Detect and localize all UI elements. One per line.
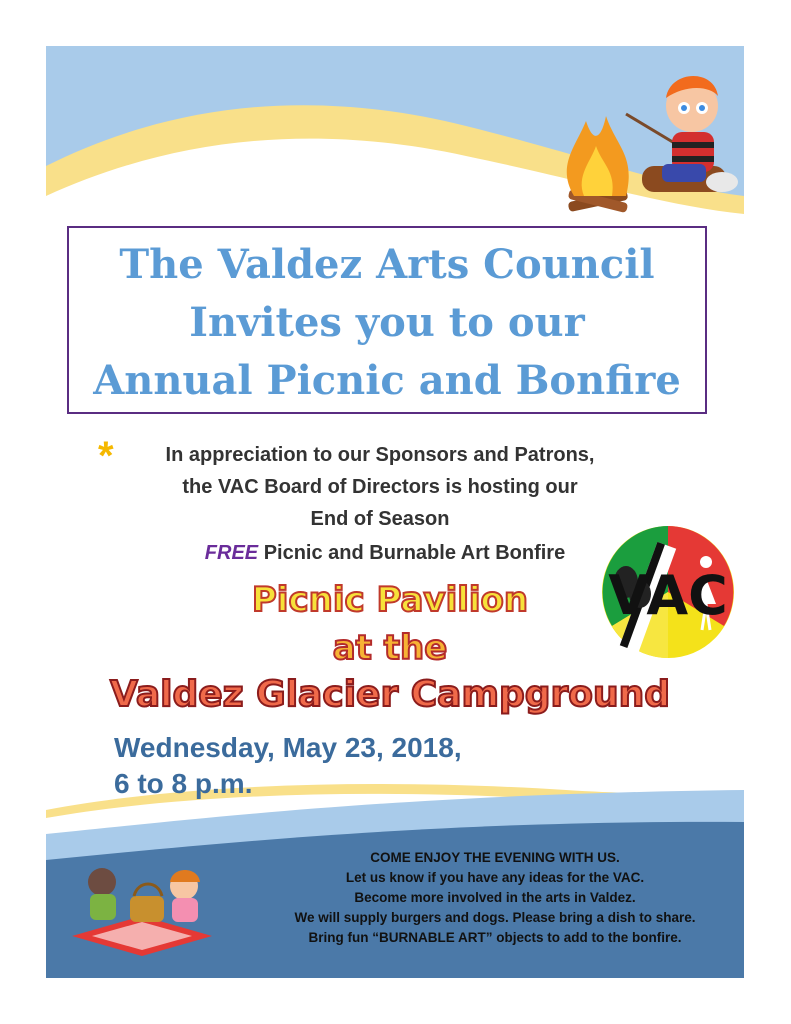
venue-line-3: Valdez Glacier Campground (109, 674, 671, 715)
closing-line: We will supply burgers and dogs. Please bring a dish to share. (294, 910, 696, 925)
star-icon: * (98, 434, 114, 478)
title-line-2: Invites you to our (189, 299, 585, 346)
closing-message (250, 848, 740, 948)
intro-line-1: In appreciation to our Sponsors and Patrons, (165, 444, 595, 466)
vac-logo-letter: VAC (608, 564, 728, 627)
closing-line: Let us know if you have any ideas for the VAC. (345, 870, 645, 885)
venue-line-2: at the (332, 628, 448, 668)
closing-line: COME ENJOY THE EVENING WITH US. (370, 850, 620, 865)
title-box (67, 226, 707, 414)
vac-logo (598, 522, 738, 662)
event-time: 6 to 8 p.m. (114, 768, 253, 799)
closing-line: Bring fun “BURNABLE ART” objects to add to the bonfire. (308, 930, 682, 945)
top-banner (46, 46, 744, 231)
intro-line-4 (150, 542, 620, 565)
title-line-3: Annual Picnic and Bonfire (93, 357, 681, 404)
intro-line-4-text: Picnic and Burnable Art Bonfire (263, 542, 566, 564)
picnic-kids-illustration (62, 856, 222, 956)
free-label: FREE (204, 542, 259, 564)
title-line-1: The Valdez Arts Council (119, 241, 655, 288)
event-date: Wednesday, May 23, 2018, (114, 732, 462, 763)
venue-line-1: Picnic Pavilion (251, 580, 529, 620)
intro-line-3: End of Season (310, 508, 450, 530)
intro-line-2: the VAC Board of Directors is hosting our (182, 476, 578, 498)
closing-line: Become more involved in the arts in Valdez. (354, 890, 636, 905)
